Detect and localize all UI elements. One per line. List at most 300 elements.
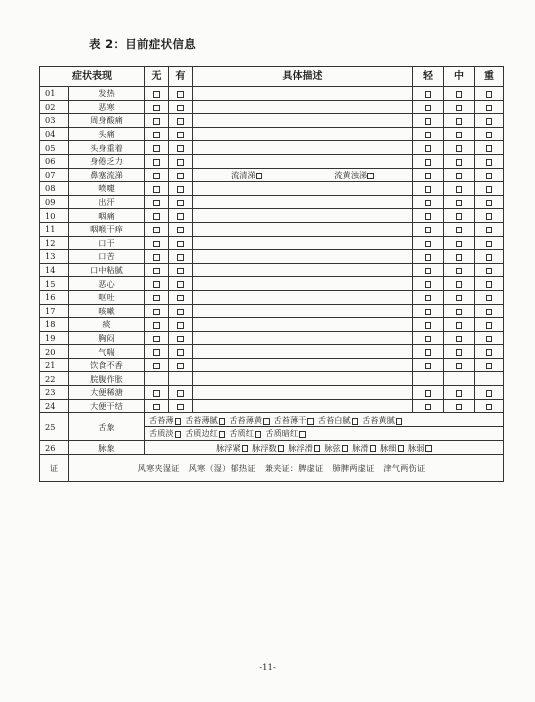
have-cell	[169, 358, 193, 372]
symptom-row	[40, 195, 504, 209]
none-checkbox[interactable]	[153, 173, 160, 180]
symptom-row	[40, 114, 504, 128]
symptom-row	[40, 399, 504, 413]
light-checkbox[interactable]	[425, 186, 432, 193]
heavy-checkbox[interactable]	[486, 159, 493, 166]
heavy-checkbox[interactable]	[486, 254, 493, 261]
have-cell	[169, 195, 193, 209]
pulse-option-checkbox[interactable]	[370, 445, 377, 452]
pulse-option-checkbox[interactable]	[425, 445, 432, 452]
symptom-row	[40, 386, 504, 400]
medium-checkbox[interactable]	[456, 227, 463, 234]
pulse-option	[406, 442, 434, 454]
medium-cell	[444, 168, 475, 182]
none-checkbox[interactable]	[153, 349, 160, 356]
heavy-checkbox[interactable]	[486, 213, 493, 220]
symptom-row	[40, 358, 504, 372]
medium-cell	[444, 372, 475, 386]
medium-checkbox[interactable]	[456, 363, 463, 370]
medium-checkbox[interactable]	[456, 241, 463, 248]
description-cell	[193, 304, 413, 318]
row-number: 18	[40, 318, 69, 332]
symptom-row	[40, 331, 504, 345]
light-checkbox[interactable]	[425, 349, 432, 356]
heavy-checkbox[interactable]	[486, 132, 493, 139]
heavy-checkbox[interactable]	[486, 322, 493, 329]
row-symptom-name: 痰	[69, 318, 145, 332]
none-checkbox[interactable]	[153, 241, 160, 248]
medium-checkbox[interactable]	[456, 186, 463, 193]
row-symptom-name: 脉象	[69, 441, 145, 455]
light-cell	[413, 141, 444, 155]
light-checkbox[interactable]	[425, 295, 432, 302]
tongue-coating-option-label: 舌苔薄黄	[229, 415, 263, 426]
row-number: 08	[40, 182, 69, 196]
have-cell	[169, 250, 193, 264]
have-checkbox[interactable]	[177, 404, 184, 411]
have-checkbox[interactable]	[177, 186, 184, 193]
heavy-checkbox[interactable]	[486, 363, 493, 370]
medium-cell	[444, 345, 475, 359]
pulse-option	[322, 442, 350, 454]
heavy-checkbox[interactable]	[486, 404, 493, 411]
heavy-checkbox[interactable]	[486, 281, 493, 288]
medium-cell	[444, 290, 475, 304]
heavy-cell	[475, 263, 504, 277]
light-checkbox[interactable]	[425, 200, 432, 207]
tongue-body-option-checkbox[interactable]	[255, 431, 262, 438]
row-symptom-name: 鼻塞流涕	[69, 168, 145, 182]
light-checkbox[interactable]	[425, 254, 432, 261]
none-cell	[145, 290, 169, 304]
row-number: 22	[40, 372, 69, 386]
light-checkbox[interactable]	[425, 404, 432, 411]
medium-cell	[444, 250, 475, 264]
none-checkbox[interactable]	[153, 404, 160, 411]
have-cell	[169, 345, 193, 359]
row-number: 17	[40, 304, 69, 318]
medium-checkbox[interactable]	[456, 404, 463, 411]
medium-checkbox[interactable]	[456, 91, 463, 98]
light-cell	[413, 114, 444, 128]
light-cell	[413, 318, 444, 332]
description-cell	[193, 154, 413, 168]
row-symptom-name: 周身酸痛	[69, 114, 145, 128]
medium-checkbox[interactable]	[456, 159, 463, 166]
row-symptom-name: 身倦乏力	[69, 154, 145, 168]
light-cell	[413, 250, 444, 264]
heavy-checkbox[interactable]	[486, 173, 493, 180]
none-checkbox[interactable]	[153, 186, 160, 193]
light-checkbox[interactable]	[425, 268, 432, 275]
have-checkbox[interactable]	[177, 227, 184, 234]
heavy-cell	[475, 250, 504, 264]
light-checkbox[interactable]	[425, 118, 432, 125]
heavy-cell	[475, 87, 504, 101]
have-checkbox[interactable]	[177, 309, 184, 316]
pulse-option-checkbox[interactable]	[314, 445, 321, 452]
have-checkbox[interactable]	[177, 281, 184, 288]
tongue-coating-option	[360, 414, 404, 426]
heavy-cell	[475, 290, 504, 304]
medium-checkbox[interactable]	[456, 349, 463, 356]
have-checkbox[interactable]	[177, 132, 184, 139]
symptom-row	[40, 127, 504, 141]
tongue-body-options	[145, 427, 503, 439]
have-checkbox[interactable]	[177, 241, 184, 248]
have-checkbox[interactable]	[177, 254, 184, 261]
medium-cell	[444, 141, 475, 155]
medium-checkbox[interactable]	[456, 105, 463, 112]
tongue-body-option	[183, 427, 227, 439]
table-caption: 表 2：目前症状信息	[89, 37, 197, 51]
none-checkbox[interactable]	[153, 227, 160, 234]
light-cell	[413, 290, 444, 304]
medium-checkbox[interactable]	[456, 145, 463, 152]
tongue-coating-option-checkbox[interactable]	[352, 418, 359, 425]
pulse-options	[145, 441, 504, 455]
light-cell	[413, 87, 444, 101]
row-symptom-name: 头痛	[69, 127, 145, 141]
none-checkbox[interactable]	[153, 200, 160, 207]
have-cell	[169, 168, 193, 182]
light-checkbox[interactable]	[425, 390, 432, 397]
medium-cell	[444, 127, 475, 141]
medium-cell	[444, 222, 475, 236]
row-number: 12	[40, 236, 69, 250]
pulse-option	[350, 442, 378, 454]
description-option	[193, 169, 300, 181]
have-checkbox[interactable]	[177, 363, 184, 370]
have-checkbox[interactable]	[177, 118, 184, 125]
pulse-option-label: 脉弱	[408, 442, 425, 453]
heavy-checkbox[interactable]	[486, 309, 493, 316]
have-cell	[169, 87, 193, 101]
tongue-coating-option-label: 舌苔白腻	[317, 415, 351, 426]
row-number: 16	[40, 290, 69, 304]
heavy-cell	[475, 372, 504, 386]
pulse-option-checkbox[interactable]	[342, 445, 349, 452]
description-cell	[193, 168, 413, 182]
none-checkbox[interactable]	[153, 309, 160, 316]
row-symptom-name: 恶心	[69, 277, 145, 291]
tongue-coating-option-checkbox[interactable]	[175, 418, 182, 425]
description-cell	[193, 277, 413, 291]
header-heavy: 重	[475, 67, 504, 87]
have-checkbox[interactable]	[177, 159, 184, 166]
light-checkbox[interactable]	[425, 91, 432, 98]
row-number: 14	[40, 263, 69, 277]
none-checkbox[interactable]	[153, 295, 160, 302]
tongue-body-option-label: 舌质淡	[149, 428, 174, 439]
have-checkbox[interactable]	[177, 173, 184, 180]
none-cell	[145, 127, 169, 141]
tongue-coating-option-checkbox[interactable]	[263, 418, 270, 425]
medium-checkbox[interactable]	[456, 322, 463, 329]
medium-checkbox[interactable]	[456, 254, 463, 261]
medium-cell	[444, 87, 475, 101]
heavy-checkbox[interactable]	[486, 390, 493, 397]
medium-checkbox[interactable]	[456, 213, 463, 220]
medium-cell	[444, 277, 475, 291]
none-cell	[145, 100, 169, 114]
light-cell	[413, 386, 444, 400]
have-checkbox[interactable]	[177, 349, 184, 356]
medium-checkbox[interactable]	[456, 281, 463, 288]
pulse-option-checkbox[interactable]	[398, 445, 405, 452]
row-number: 20	[40, 345, 69, 359]
row-symptom-name: 发热	[69, 87, 145, 101]
heavy-cell	[475, 386, 504, 400]
heavy-cell	[475, 399, 504, 413]
description-cell	[193, 100, 413, 114]
tongue-coating-option	[147, 414, 183, 426]
description-cell	[193, 290, 413, 304]
heavy-checkbox[interactable]	[486, 200, 493, 207]
pulse-option	[378, 442, 406, 454]
light-checkbox[interactable]	[425, 322, 432, 329]
heavy-cell	[475, 304, 504, 318]
none-cell	[145, 222, 169, 236]
description-option	[300, 169, 407, 181]
light-cell	[413, 331, 444, 345]
none-checkbox[interactable]	[153, 91, 160, 98]
row-symptom-name: 咽喉干痒	[69, 222, 145, 236]
light-checkbox[interactable]	[425, 241, 432, 248]
description-cell	[193, 182, 413, 196]
none-checkbox[interactable]	[153, 336, 160, 343]
have-cell	[169, 331, 193, 345]
have-cell	[169, 222, 193, 236]
medium-checkbox[interactable]	[456, 118, 463, 125]
have-cell	[169, 127, 193, 141]
have-cell	[169, 386, 193, 400]
heavy-checkbox[interactable]	[486, 145, 493, 152]
have-cell	[169, 304, 193, 318]
light-checkbox[interactable]	[425, 145, 432, 152]
tongue-coating-option	[316, 414, 360, 426]
symptom-table	[39, 66, 504, 482]
heavy-checkbox[interactable]	[486, 336, 493, 343]
heavy-checkbox[interactable]	[486, 241, 493, 248]
row-number: 19	[40, 331, 69, 345]
description-cell	[193, 141, 413, 155]
syndrome-item: 兼夹证：脾虚证	[264, 462, 324, 473]
row-symptom-name: 胸闷	[69, 331, 145, 345]
medium-checkbox[interactable]	[456, 336, 463, 343]
none-checkbox[interactable]	[153, 322, 160, 329]
tongue-body-option-label: 舌质暗红	[265, 428, 299, 439]
row-symptom-name: 喷嚏	[69, 182, 145, 196]
medium-checkbox[interactable]	[456, 268, 463, 275]
table-header-row	[40, 67, 504, 87]
heavy-checkbox[interactable]	[486, 268, 493, 275]
have-cell	[169, 290, 193, 304]
have-checkbox[interactable]	[177, 105, 184, 112]
description-cell	[193, 318, 413, 332]
light-cell	[413, 372, 444, 386]
light-checkbox[interactable]	[425, 105, 432, 112]
light-cell	[413, 304, 444, 318]
light-checkbox[interactable]	[425, 132, 432, 139]
symptom-row	[40, 345, 504, 359]
none-checkbox[interactable]	[153, 145, 160, 152]
row-symptom-name: 呕吐	[69, 290, 145, 304]
heavy-cell	[475, 195, 504, 209]
pulse-option-checkbox[interactable]	[242, 445, 249, 452]
tongue-coating-option-label: 舌苔薄干	[273, 415, 307, 426]
light-cell	[413, 345, 444, 359]
none-checkbox[interactable]	[153, 132, 160, 139]
description-checkbox[interactable]	[367, 173, 374, 180]
header-have: 有	[169, 67, 193, 87]
light-checkbox[interactable]	[425, 309, 432, 316]
symptom-row	[40, 304, 504, 318]
tongue-coating-option-checkbox[interactable]	[396, 418, 403, 425]
heavy-checkbox[interactable]	[486, 105, 493, 112]
heavy-cell	[475, 100, 504, 114]
symptom-row	[40, 372, 504, 386]
tongue-body-option	[227, 427, 263, 439]
tongue-coating-option-checkbox[interactable]	[219, 418, 226, 425]
medium-checkbox[interactable]	[456, 309, 463, 316]
symptom-row	[40, 236, 504, 250]
row-symptom-name: 咽痛	[69, 209, 145, 223]
have-checkbox[interactable]	[177, 145, 184, 152]
medium-cell	[444, 209, 475, 223]
medium-checkbox[interactable]	[456, 200, 463, 207]
have-checkbox[interactable]	[177, 268, 184, 275]
light-cell	[413, 154, 444, 168]
none-checkbox[interactable]	[153, 118, 160, 125]
tongue-options	[145, 413, 504, 441]
tongue-body-option	[147, 427, 183, 439]
description-cell	[193, 114, 413, 128]
have-cell	[169, 182, 193, 196]
description-cell	[193, 87, 413, 101]
have-checkbox[interactable]	[177, 336, 184, 343]
heavy-cell	[475, 277, 504, 291]
row-symptom-name: 恶寒	[69, 100, 145, 114]
heavy-cell	[475, 127, 504, 141]
pulse-row	[40, 441, 504, 455]
light-checkbox[interactable]	[425, 227, 432, 234]
none-checkbox[interactable]	[153, 268, 160, 275]
medium-checkbox[interactable]	[456, 390, 463, 397]
have-checkbox[interactable]	[177, 200, 184, 207]
light-cell	[413, 222, 444, 236]
none-checkbox[interactable]	[153, 281, 160, 288]
pulse-option	[286, 442, 322, 454]
light-checkbox[interactable]	[425, 363, 432, 370]
row-symptom-name: 大便稀溏	[69, 386, 145, 400]
none-checkbox[interactable]	[153, 390, 160, 397]
light-checkbox[interactable]	[425, 281, 432, 288]
description-cell	[193, 372, 413, 386]
description-cell	[193, 209, 413, 223]
row-number: 23	[40, 386, 69, 400]
have-cell	[169, 209, 193, 223]
heavy-cell	[475, 182, 504, 196]
medium-checkbox[interactable]	[456, 173, 463, 180]
tongue-body-option-checkbox[interactable]	[175, 431, 182, 438]
row-number: 11	[40, 222, 69, 236]
medium-checkbox[interactable]	[456, 132, 463, 139]
have-checkbox[interactable]	[177, 322, 184, 329]
description-cell	[193, 127, 413, 141]
heavy-cell	[475, 345, 504, 359]
none-cell	[145, 318, 169, 332]
light-checkbox[interactable]	[425, 159, 432, 166]
pulse-option-label: 脉浮滑	[288, 442, 313, 453]
header-description: 具体描述	[193, 67, 413, 87]
description-checkbox[interactable]	[256, 173, 263, 180]
tongue-coating-option	[272, 414, 316, 426]
header-light: 轻	[413, 67, 444, 87]
symptom-row	[40, 209, 504, 223]
heavy-checkbox[interactable]	[486, 118, 493, 125]
row-symptom-name: 舌象	[69, 413, 145, 441]
heavy-checkbox[interactable]	[486, 91, 493, 98]
tongue-body-option	[263, 427, 307, 439]
pulse-option-label: 脉弦	[324, 442, 341, 453]
pulse-option-label: 脉浮数	[252, 442, 277, 453]
row-symptom-name: 脘腹作胀	[69, 372, 145, 386]
none-checkbox[interactable]	[153, 213, 160, 220]
tongue-coating-option-checkbox[interactable]	[307, 418, 314, 425]
have-checkbox[interactable]	[177, 390, 184, 397]
light-checkbox[interactable]	[425, 173, 432, 180]
none-checkbox[interactable]	[153, 105, 160, 112]
row-symptom-name: 头身重着	[69, 141, 145, 155]
light-checkbox[interactable]	[425, 213, 432, 220]
pulse-option-checkbox[interactable]	[278, 445, 285, 452]
symptom-row	[40, 168, 504, 182]
medium-cell	[444, 331, 475, 345]
description-cell	[193, 358, 413, 372]
none-cell	[145, 372, 169, 386]
heavy-checkbox[interactable]	[486, 349, 493, 356]
pulse-option-label: 脉浮紧	[216, 442, 241, 453]
light-checkbox[interactable]	[425, 336, 432, 343]
have-cell	[169, 263, 193, 277]
tongue-body-option-checkbox[interactable]	[219, 431, 226, 438]
none-checkbox[interactable]	[153, 363, 160, 370]
syndrome-item: 风寒（湿）郁热证	[188, 462, 256, 473]
heavy-checkbox[interactable]	[486, 295, 493, 302]
row-number: 26	[40, 441, 69, 455]
heavy-checkbox[interactable]	[486, 227, 493, 234]
none-cell	[145, 399, 169, 413]
heavy-cell	[475, 236, 504, 250]
none-checkbox[interactable]	[153, 254, 160, 261]
have-checkbox[interactable]	[177, 213, 184, 220]
none-cell	[145, 358, 169, 372]
light-cell	[413, 100, 444, 114]
description-cell	[193, 222, 413, 236]
have-checkbox[interactable]	[177, 91, 184, 98]
tongue-body-option-checkbox[interactable]	[299, 431, 306, 438]
medium-cell	[444, 304, 475, 318]
description-cell	[193, 236, 413, 250]
heavy-checkbox[interactable]	[486, 186, 493, 193]
medium-cell	[444, 195, 475, 209]
medium-cell	[444, 182, 475, 196]
medium-checkbox[interactable]	[456, 295, 463, 302]
none-cell	[145, 331, 169, 345]
have-checkbox[interactable]	[177, 295, 184, 302]
none-checkbox[interactable]	[153, 159, 160, 166]
